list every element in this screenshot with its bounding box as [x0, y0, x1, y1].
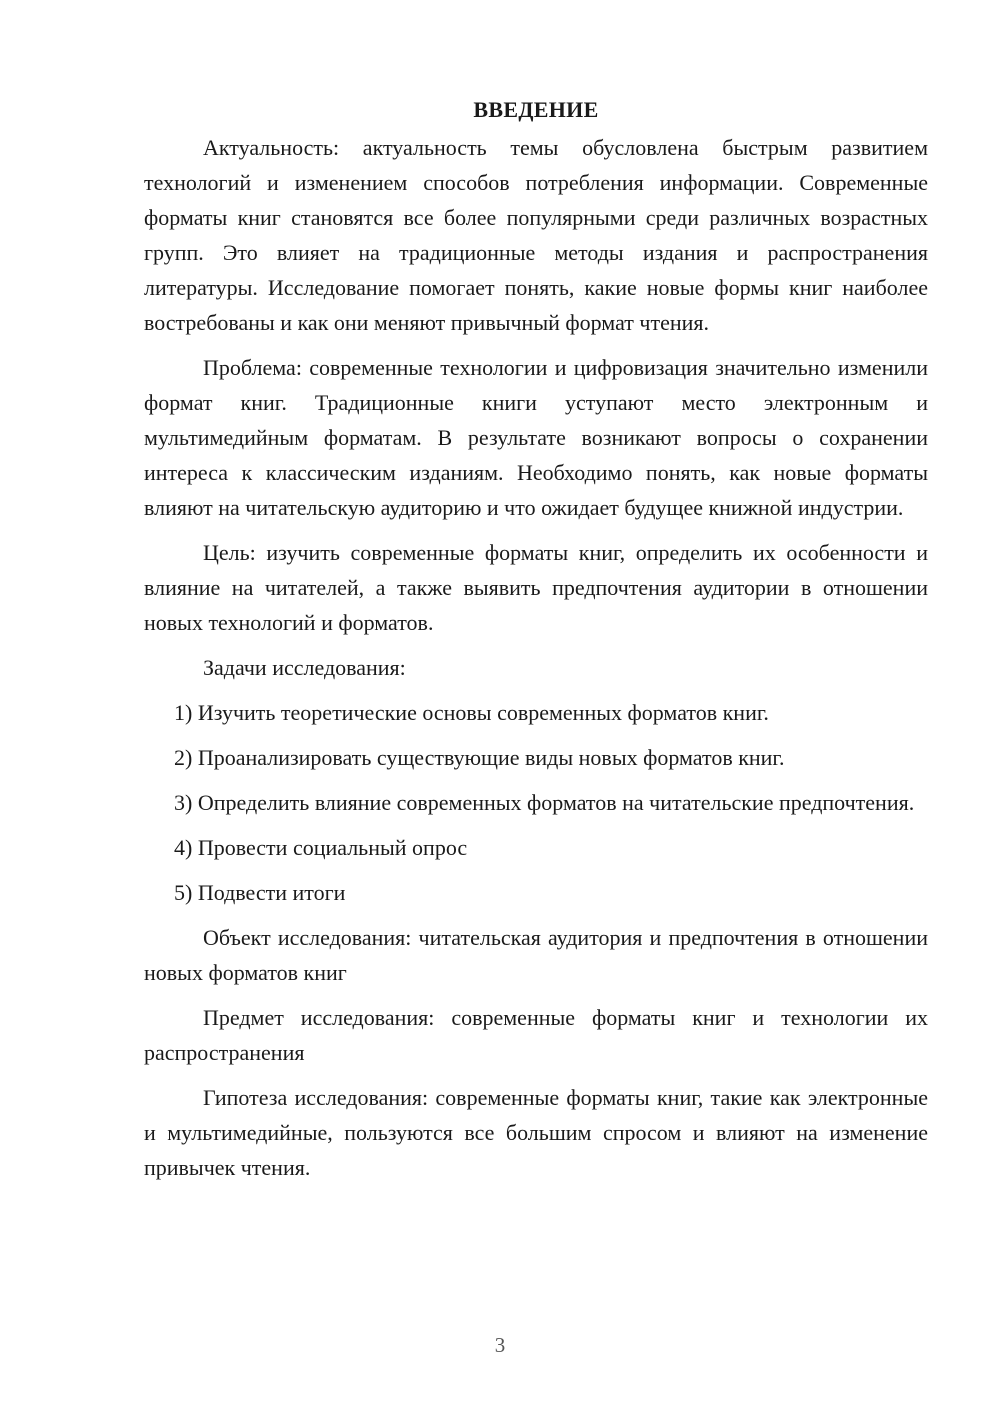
task-item-5: 5) Подвести итоги: [174, 880, 346, 905]
task-item-1: 1) Изучить теоретические основы современных форматов книг.: [174, 700, 769, 725]
task-item-2: 2) Проанализировать существующие виды новых форматов книг.: [174, 745, 785, 770]
paragraph-object: Объект исследования: читательская аудитория и предпочтения в отношении новых форматов книг: [144, 925, 928, 985]
paragraph-hypothesis: Гипотеза исследования: современные форматы книг, такие как электронные и мультимедийные, пользуются все большим спросом и влияют на изменение привычек чтения.: [144, 1085, 928, 1180]
task-item-4: 4) Провести социальный опрос: [174, 835, 468, 860]
tasks-title: Задачи исследования:: [203, 655, 406, 680]
page-title: ВВЕДЕНИЕ: [473, 97, 599, 122]
document-page: [144, 92, 928, 1195]
page-number: 3: [494, 1333, 506, 1357]
paragraph-relevance: Актуальность: актуальность темы обусловлена быстрым развитием технологий и изменением способов потребления информации. Современные форматы книг становятся все более популярными среди различных возрастных групп. Это влияет на традиционные методы издания и распространения литературы. Исследование помогает понять, какие новые формы книг наиболее востребованы и как они меняют привычный формат чтения.: [144, 135, 928, 335]
task-item-3: 3) Определить влияние современных форматов на читательские предпочтения.: [174, 790, 915, 815]
paragraph-subject: Предмет исследования: современные форматы книг и технологии их распространения: [144, 1005, 928, 1065]
paragraph-problem: Проблема: современные технологии и цифровизация значительно изменили формат книг. Традиционные книги уступают место электронным и мультимедийным форматам. В результате возникают вопросы о сохранении интереса к классическим изданиям. Необходимо понять, как новые форматы влияют на читательскую аудиторию и что ожидает будущее книжной индустрии.: [144, 355, 928, 520]
paragraph-goal: Цель: изучить современные форматы книг, определить их особенности и влияние на читателей, а также выявить предпочтения аудитории в отношении новых технологий и форматов.: [144, 540, 928, 635]
